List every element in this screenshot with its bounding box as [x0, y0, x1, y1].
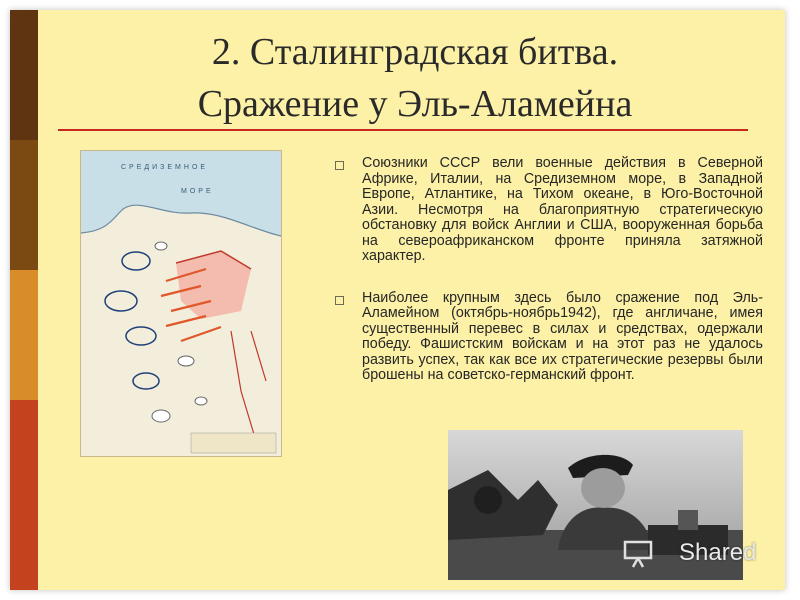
slide-title [50, 26, 780, 130]
bullet-square-icon [335, 161, 344, 170]
title-line-1: 2. Сталинградская битва. [211, 31, 619, 73]
slide [10, 10, 785, 590]
title-divider [58, 129, 748, 131]
title-line-2: Сражение у Эль-Аламейна [197, 83, 633, 125]
map-sea-label-1: СРЕДИЗЕМНОЕ [121, 164, 209, 171]
bullet-text: Союзники СССР вели военные действия в Северной Африке, Италии, на Средиземном море, в Западной Европе, Атлантике, на Тихом океане, в Юго-Восточной Азии. Несмотря на благоприятную стратегическую обстановку для войск Англии и США, вооруженная борьба на североафриканском фронте приняла затяжной характер. [362, 155, 763, 264]
decor-stripe-dark [10, 10, 38, 140]
bullet-square-icon [335, 296, 344, 305]
bullet-item [335, 291, 763, 384]
map-sea-label-2: МОРЕ [181, 188, 214, 195]
decor-stripe-brown [10, 140, 38, 270]
battle-map-image [80, 150, 282, 457]
shared-watermark-label: Shared [679, 539, 757, 566]
shared-watermark [619, 538, 767, 568]
map-drawing [81, 151, 281, 456]
bullet-item [335, 156, 763, 265]
bullet-list [335, 156, 763, 410]
bullet-text: Наиболее крупным здесь было сражение под Эль-Аламейном (октябрь-ноябрь1942), где англичане, имея существенный перевес в силах и средствах, одержали победу. Фашистским войскам и на этот раз не удалось развить успех, так как все их стратегические резервы были брошены на советско-германский фронт. [362, 289, 763, 383]
decor-stripe-red [10, 400, 38, 590]
decor-stripe-orange [10, 270, 38, 400]
presentation-icon [619, 538, 659, 568]
